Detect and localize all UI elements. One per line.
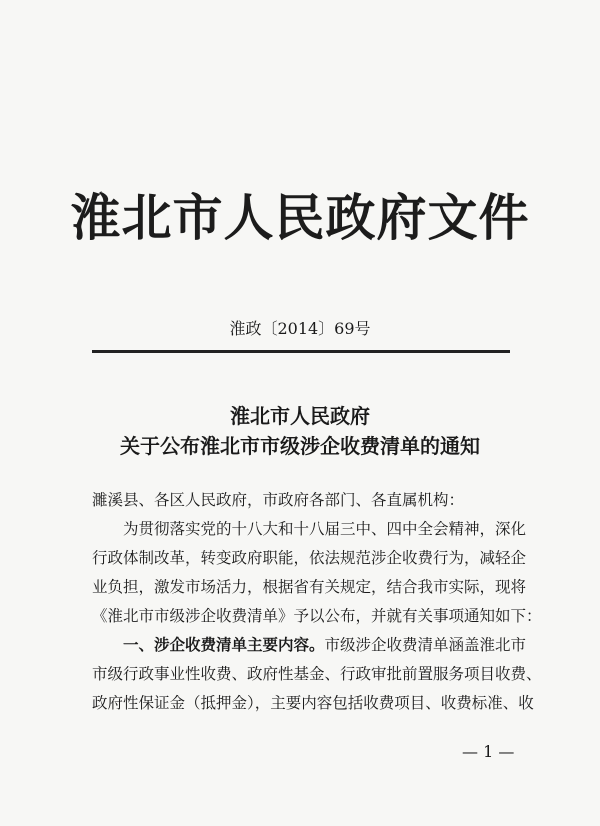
section-one-line (92, 633, 527, 655)
notice-title-subject: 关于公布淮北市市级涉企收费清单的通知 (120, 434, 480, 458)
header-divider-line (92, 350, 510, 353)
notice-title-issuer: 淮北市人民政府 (230, 404, 370, 428)
paragraph-line: 行政体制改革，转变政府职能，依法规范涉企收费行为，减轻企 (92, 549, 527, 567)
paragraph-line: 业负担，激发市场活力，根据省有关规定，结合我市实际，现将 (92, 578, 527, 596)
page-number: — 1 — (462, 742, 515, 761)
section-one-text: 市级涉企收费清单涵盖淮北市 (324, 636, 527, 654)
paragraph-line: 市级行政事业性收费、政府性基金、行政审批前置服务项目收费、 (92, 665, 542, 683)
section-one-heading: 一、涉企收费清单主要内容。 (92, 635, 325, 654)
salutation: 濉溪县、各区人民政府，市政府各部门、各直属机构： (92, 491, 465, 509)
paragraph-line: 政府性保证金（抵押金），主要内容包括收费项目、收费标准、收 (92, 694, 534, 712)
document-header-title: 淮北市人民政府文件 (70, 188, 530, 247)
document-number: 淮政〔2014〕69号 (229, 319, 371, 338)
paragraph-line: 为贯彻落实党的十八大和十八届三中、四中全会精神，深化 (92, 520, 527, 538)
paragraph-line: 《淮北市市级涉企收费清单》予以公布，并就有关事项通知如下： (92, 607, 542, 625)
